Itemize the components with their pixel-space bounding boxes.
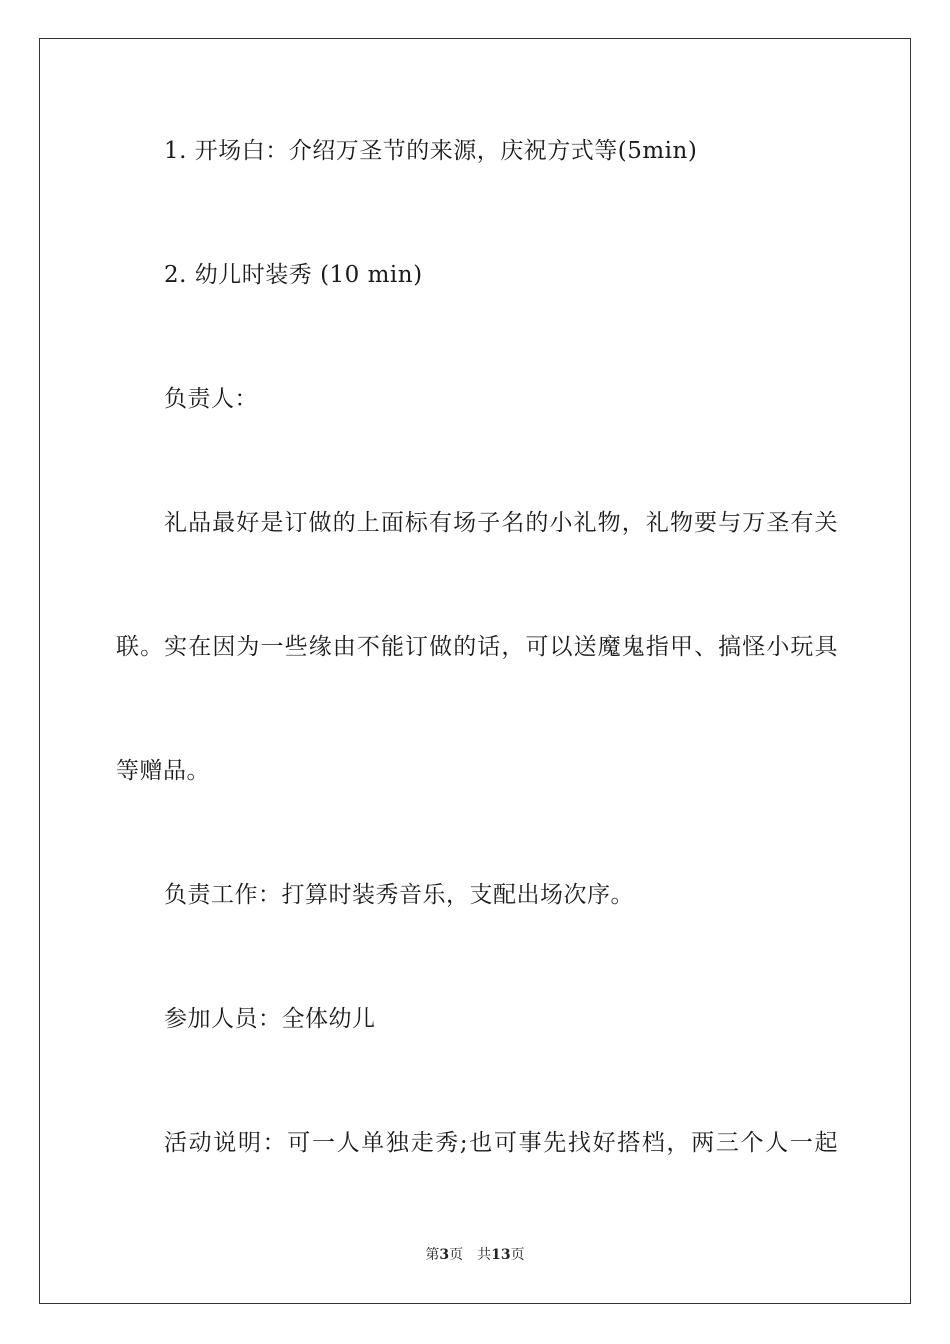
paragraph-gift-line-1: 礼品最好是订做的上面标有场子名的小礼物，礼物要与万圣有关: [164, 510, 838, 536]
paragraph-gift-line-3: 等赠品。: [116, 758, 210, 784]
footer-page-prefix: 第: [425, 1247, 440, 1263]
footer-page-suffix: 页: [449, 1247, 464, 1263]
list-item-opening-speech: 1. 开场白：介绍万圣节的来源，庆祝方式等(5min): [164, 138, 698, 164]
footer-page-number: 3: [439, 1247, 450, 1263]
footer-total-suffix: 页: [510, 1247, 525, 1263]
paragraph-participants: 参加人员：全体幼儿: [164, 1006, 376, 1032]
paragraph-gift-line-2: 联。实在因为一些缘由不能订做的话，可以送魔鬼指甲、搞怪小玩具: [116, 634, 838, 660]
paragraph-responsible-person: 负责人：: [164, 386, 258, 412]
page-border: [39, 38, 911, 1304]
footer-total-pages: 13: [491, 1247, 511, 1263]
list-item-fashion-show: 2. 幼儿时装秀 (10 min): [164, 262, 423, 288]
paragraph-work-duty: 负责工作：打算时装秀音乐，支配出场次序。: [164, 882, 634, 908]
page-footer: [0, 1246, 950, 1264]
footer-total-prefix: 共: [477, 1247, 492, 1263]
paragraph-activity-note: 活动说明：可一人单独走秀;也可事先找好搭档，两三个人一起: [164, 1130, 838, 1156]
